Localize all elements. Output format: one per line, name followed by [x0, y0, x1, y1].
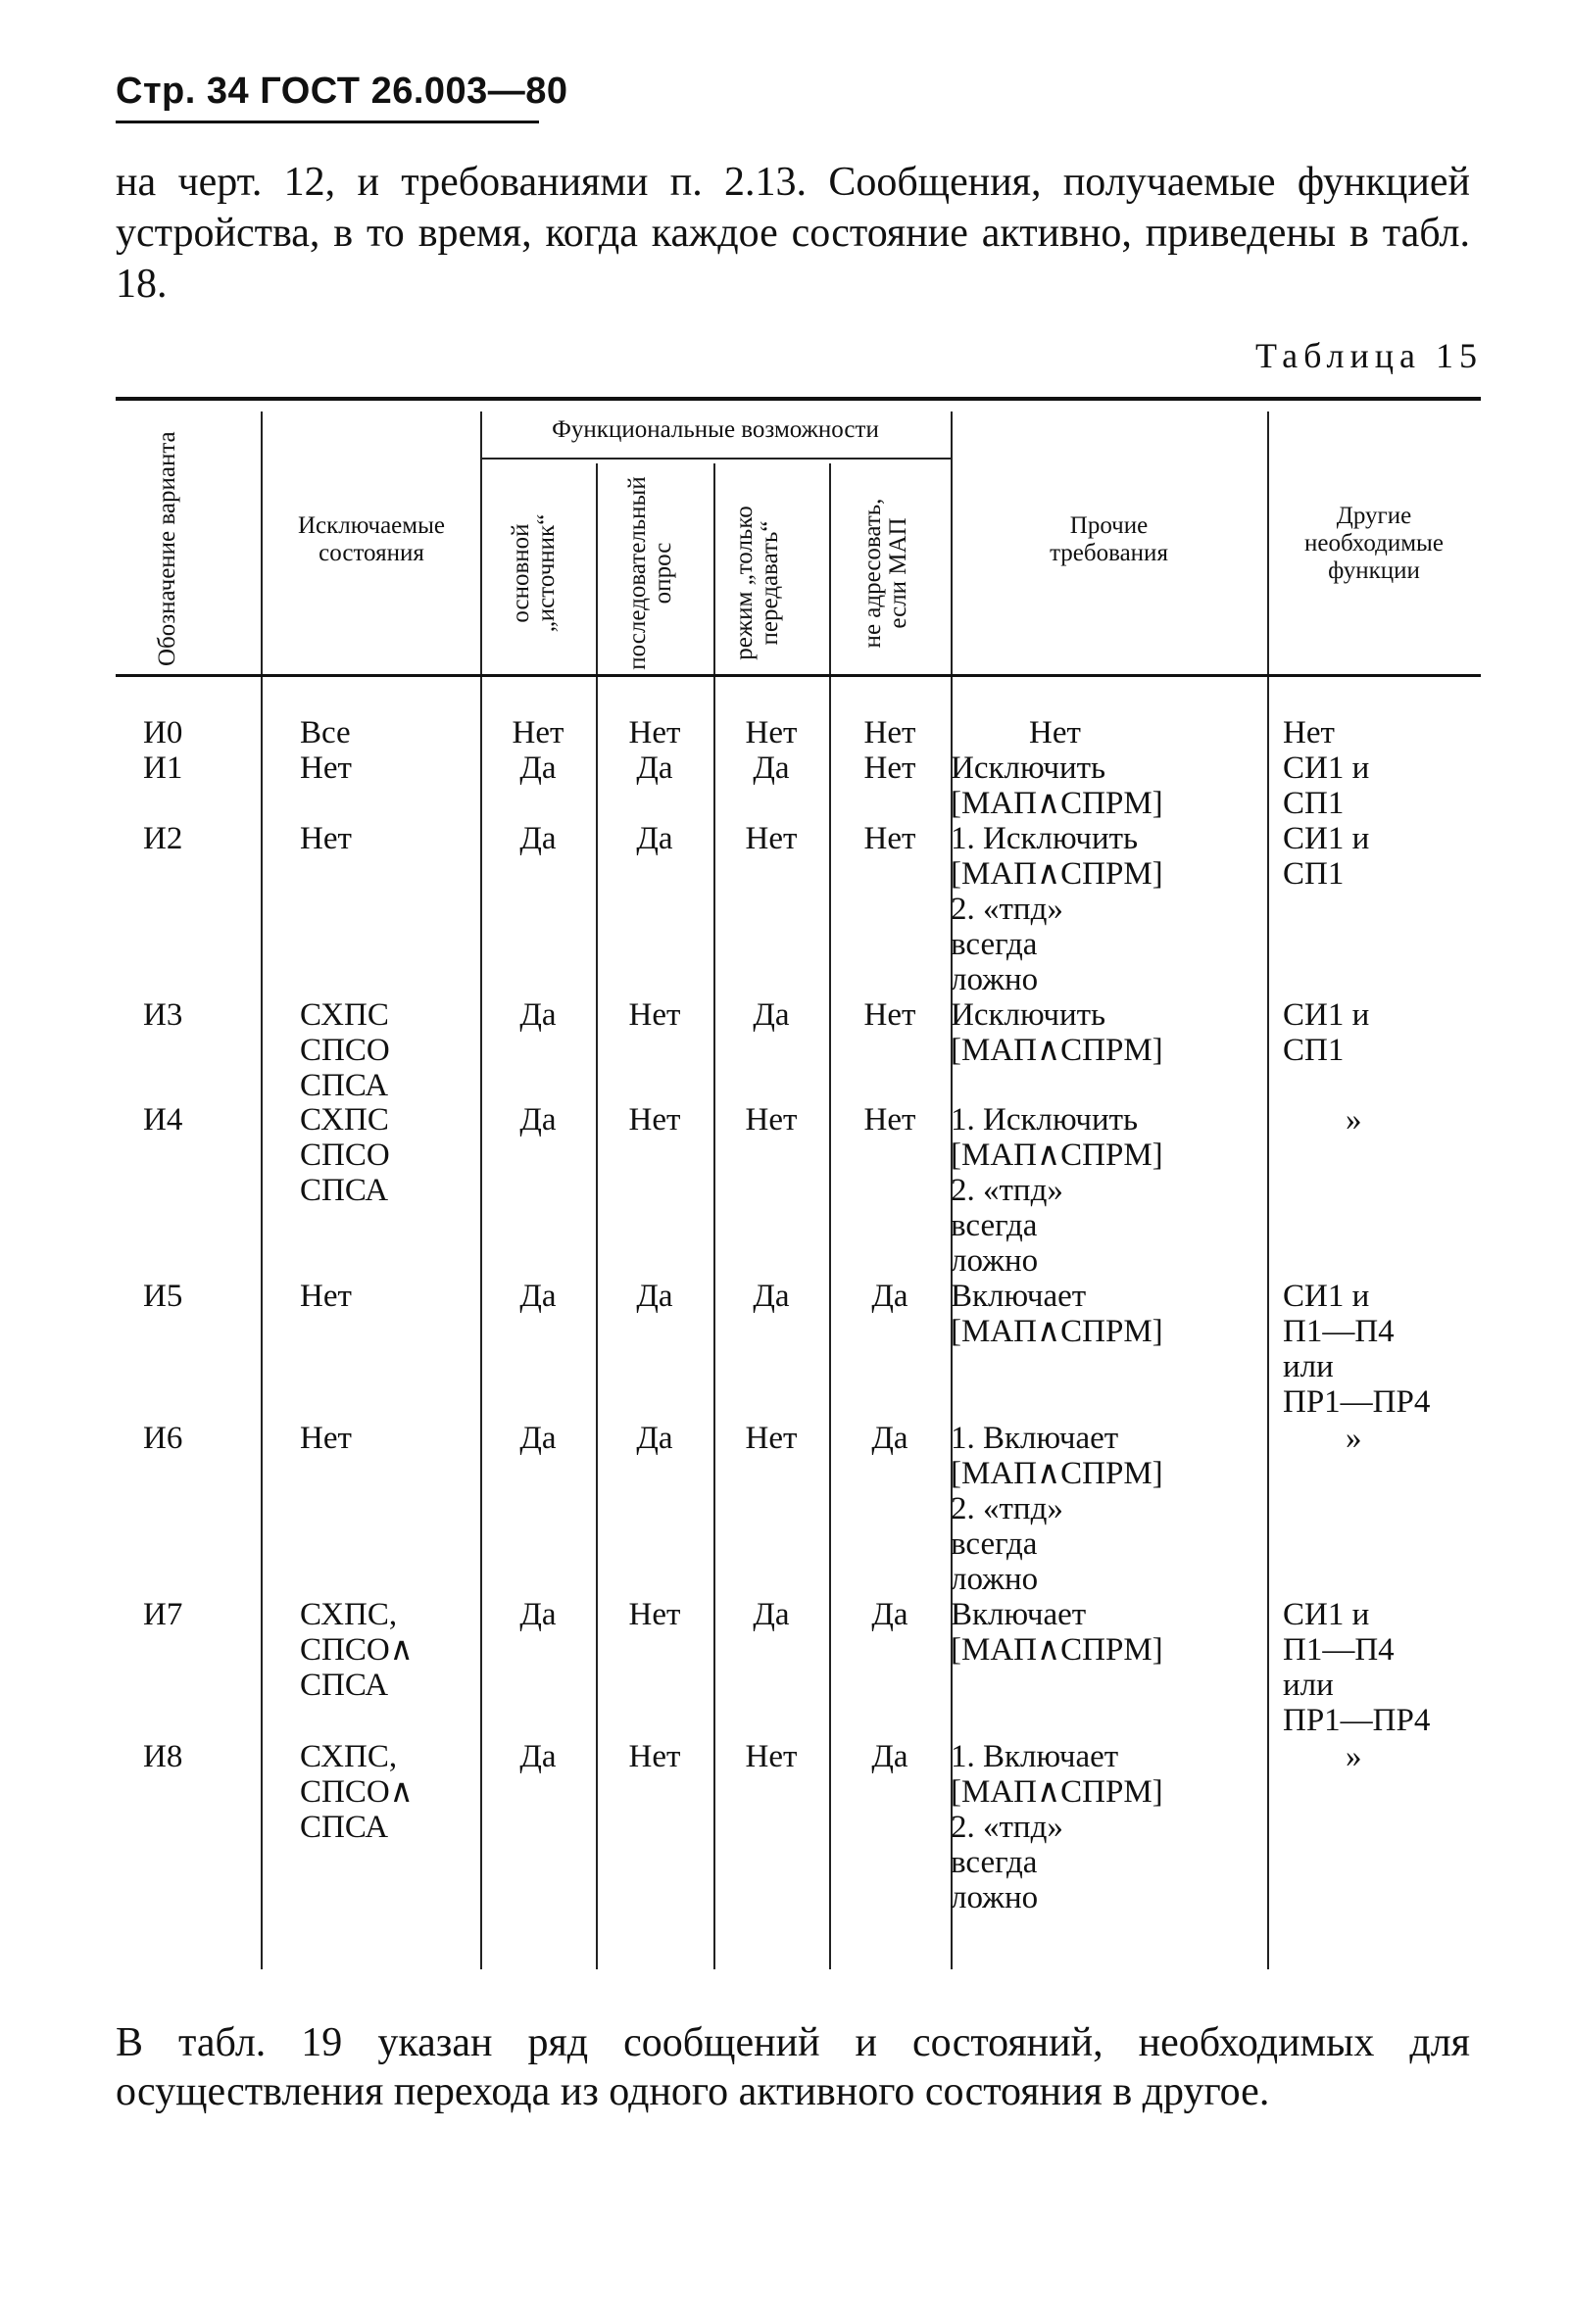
cell-f1: Да	[519, 750, 557, 786]
cell-req: Включает [МАП∧СПРМ]	[951, 1597, 1163, 1668]
table-header-rule	[116, 674, 1481, 677]
cell-other: СИ1 и СП1	[1283, 750, 1370, 821]
cell-code: И5	[143, 1279, 183, 1314]
cell-excluded: Нет	[300, 750, 352, 786]
cell-other: СИ1 и СП1	[1283, 821, 1370, 892]
functional-group-underline	[480, 458, 951, 460]
cell-excluded: СХПС, СПСО∧ СПСА	[300, 1739, 414, 1845]
cell-excluded: Нет	[300, 1279, 352, 1314]
cell-f2: Да	[636, 1279, 673, 1314]
cell-req: 1. Включает [МАП∧СПРМ] 2. «тпд» всегда ложно	[951, 1421, 1163, 1597]
cell-code: И3	[143, 997, 183, 1033]
page-label: Стр. 34 ГОСТ 26.003—80	[116, 71, 568, 112]
cell-f4: Да	[871, 1421, 908, 1456]
cell-code: И6	[143, 1421, 183, 1456]
cell-f3: Нет	[745, 1739, 798, 1774]
cell-code: И4	[143, 1102, 183, 1138]
cell-f1: Да	[519, 821, 557, 856]
cell-f2: Да	[636, 1421, 673, 1456]
cell-f4: Нет	[863, 1102, 916, 1138]
cell-other: СИ1 и П1—П4 или ПР1—ПР4	[1283, 1597, 1431, 1738]
cell-f1: Да	[519, 1421, 557, 1456]
cell-f1: Да	[519, 997, 557, 1033]
cell-f3: Да	[753, 997, 790, 1033]
cell-f4: Нет	[863, 997, 916, 1033]
intro-paragraph: на черт. 12, и требованиями п. 2.13. Сообщения, получаемые функцией устройства, в то время, когда каждое состояние активно, приведены в табл. 18.	[116, 160, 1470, 307]
cell-req: Исключить [МАП∧СПРМ]	[951, 750, 1163, 821]
outro-paragraph: В табл. 19 указан ряд сообщений и состояний, необходимых для осуществления перехода из одного активного состояния в другое.	[116, 2020, 1470, 2114]
cell-code: И0	[143, 715, 183, 750]
cell-f2: Нет	[628, 997, 681, 1033]
cell-other: СИ1 и СП1	[1283, 997, 1370, 1068]
cell-req: Исключить [МАП∧СПРМ]	[951, 997, 1163, 1068]
cell-f4: Нет	[863, 750, 916, 786]
cell-req: 1. Включает [МАП∧СПРМ] 2. «тпд» всегда ложно	[951, 1739, 1163, 1915]
cell-f4: Нет	[863, 821, 916, 856]
header-f1: основной „источник“	[508, 513, 560, 633]
table-title: Таблица 15	[1255, 336, 1483, 375]
header-excluded: Исключаемые состояния	[298, 512, 445, 566]
cell-f4: Да	[871, 1597, 908, 1632]
cell-f2: Да	[636, 750, 673, 786]
cell-other: »	[1346, 1739, 1362, 1774]
cell-f3: Нет	[745, 1102, 798, 1138]
cell-excluded: Все	[300, 715, 351, 750]
cell-f2: Нет	[628, 715, 681, 750]
cell-f2: Нет	[628, 1597, 681, 1632]
cell-other: СИ1 и П1—П4 или ПР1—ПР4	[1283, 1279, 1431, 1420]
cell-code: И1	[143, 750, 183, 786]
cell-excluded: СХПС СПСО СПСА	[300, 1102, 390, 1208]
header-f4: не адресовать, если МАП	[859, 498, 911, 649]
cell-excluded: СХПС, СПСО∧ СПСА	[300, 1597, 414, 1703]
cell-excluded: Нет	[300, 821, 352, 856]
cell-excluded: Нет	[300, 1421, 352, 1456]
cell-f4: Да	[871, 1739, 908, 1774]
cell-other: »	[1346, 1102, 1362, 1138]
cell-f3: Нет	[745, 715, 798, 750]
header-other-funcs: Другие необходимые функции	[1304, 503, 1444, 584]
cell-f2: Да	[636, 821, 673, 856]
cell-f2: Нет	[628, 1739, 681, 1774]
table-top-rule	[116, 397, 1481, 401]
cell-f3: Нет	[745, 821, 798, 856]
page-header	[116, 71, 568, 123]
cell-f1: Нет	[512, 715, 564, 750]
cell-req: Нет	[1029, 715, 1081, 750]
header-f2: последовательный опрос	[624, 476, 676, 670]
col-separator	[261, 412, 263, 1969]
cell-f3: Да	[753, 1597, 790, 1632]
cell-req: Включает [МАП∧СПРМ]	[951, 1279, 1163, 1349]
cell-f1: Да	[519, 1102, 557, 1138]
cell-f1: Да	[519, 1279, 557, 1314]
cell-f3: Да	[753, 1279, 790, 1314]
header-designation: Обозначение варианта	[154, 431, 180, 666]
cell-excluded: СХПС СПСО СПСА	[300, 997, 390, 1103]
cell-f3: Да	[753, 750, 790, 786]
header-functional-group: Функциональные возможности	[552, 416, 879, 443]
cell-req: 1. Исключить [МАП∧СПРМ] 2. «тпд» всегда ложно	[951, 1102, 1163, 1279]
cell-f2: Нет	[628, 1102, 681, 1138]
cell-other: Нет	[1283, 715, 1335, 750]
cell-code: И2	[143, 821, 183, 856]
cell-f1: Да	[519, 1739, 557, 1774]
cell-req: 1. Исключить [МАП∧СПРМ] 2. «тпд» всегда ложно	[951, 821, 1163, 997]
header-f3: режим „только передавать“	[731, 506, 783, 660]
cell-f3: Нет	[745, 1421, 798, 1456]
cell-code: И7	[143, 1597, 183, 1632]
header-other-req: Прочие требования	[1050, 512, 1168, 566]
cell-code: И8	[143, 1739, 183, 1774]
table-15	[116, 397, 1481, 1974]
cell-f4: Да	[871, 1279, 908, 1314]
cell-f1: Да	[519, 1597, 557, 1632]
header-underline	[116, 121, 539, 123]
cell-other: »	[1346, 1421, 1362, 1456]
cell-f4: Нет	[863, 715, 916, 750]
